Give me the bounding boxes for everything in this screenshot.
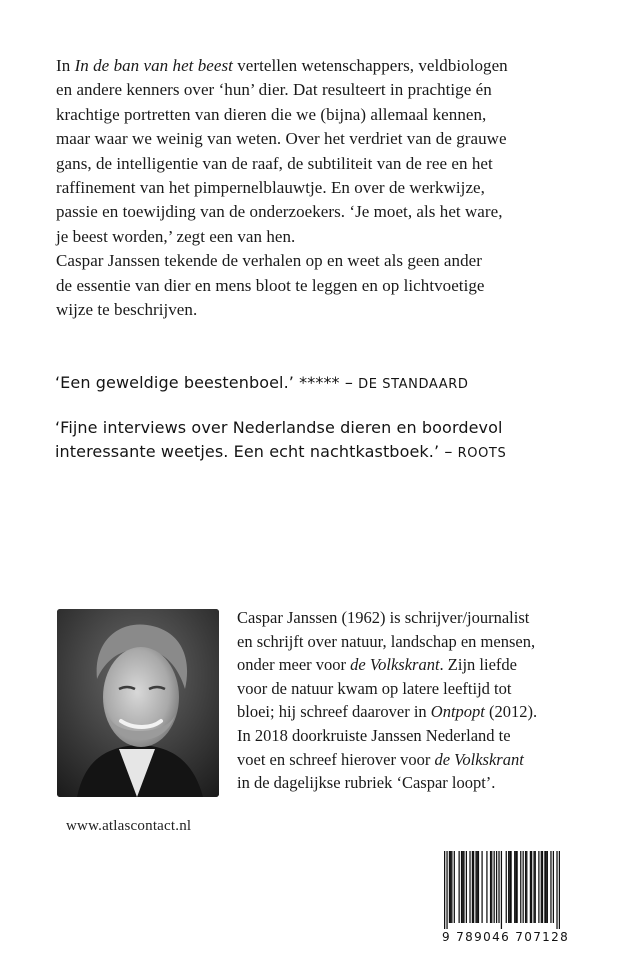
bio-line: onder meer voor de Volkskrant. Zijn liefde (237, 655, 517, 675)
barcode-bar (541, 851, 542, 923)
bio-line: in de dagelijkse rubriek ‘Caspar loopt’. (237, 773, 496, 793)
barcode-bar (491, 851, 492, 923)
barcode-bar (517, 851, 518, 923)
barcode-bar (473, 851, 474, 923)
barcode-bar (481, 851, 482, 923)
back-cover-blurb (56, 54, 556, 322)
barcode-bar (501, 851, 502, 929)
barcode-bar (530, 851, 531, 923)
barcode-bar (506, 851, 507, 923)
barcode-bar (550, 851, 551, 923)
barcode-bar (469, 851, 470, 923)
quote-text: interessante weetjes. Een echt nachtkastboek.’ – (55, 442, 458, 461)
barcode-bar (450, 851, 451, 923)
blurb-line: je beest worden,’ zegt een van hen. (56, 226, 296, 246)
blurb-line: passie en toewijding van de onderzoekers. ‘Je moet, als het ware, (56, 202, 503, 222)
barcode-bar (523, 851, 524, 923)
barcode-bar (466, 851, 467, 923)
barcode-bar (459, 851, 460, 923)
barcode-bar (547, 851, 548, 923)
barcode-bar (520, 851, 521, 923)
bio-line: en schrijft over natuur, landschap en mensen, (237, 631, 536, 651)
author-bio (237, 606, 567, 795)
barcode-bar (542, 851, 543, 923)
blurb-line: maar waar we weinig van weten. Over het verdriet van de grauwe (56, 129, 507, 149)
isbn-number: 9 789046 707128 (442, 930, 570, 944)
barcode-bar (538, 851, 539, 923)
barcode-bar (472, 851, 473, 923)
barcode-bars (444, 851, 560, 929)
review-quote-roots (55, 416, 575, 466)
review-quote-de-standaard (55, 371, 575, 397)
blurb-line: en andere kenners over ‘hun’ dier. Dat resulteert in prachtige én (56, 80, 492, 100)
barcode-bar (533, 851, 534, 923)
bio-line: voor de natuur kwam op latere leeftijd tot (237, 678, 512, 698)
barcode-bar (515, 851, 516, 923)
barcode-bar (486, 851, 487, 923)
barcode-bar (446, 851, 447, 929)
barcode-bar (514, 851, 515, 923)
barcode-bar (531, 851, 532, 923)
barcode-bar (496, 851, 497, 923)
publisher-website[interactable]: www.atlascontact.nl (66, 818, 192, 834)
barcode-bar (478, 851, 479, 923)
barcode-bar (525, 851, 526, 923)
barcode-bar (556, 851, 557, 929)
barcode-bar (449, 851, 450, 923)
bio-line: In 2018 doorkruiste Janssen Nederland te (237, 725, 511, 745)
barcode-bar (462, 851, 463, 923)
quote-text: ‘Fijne interviews over Nederlandse dieren en boordevol (55, 418, 503, 437)
barcode-bar (444, 851, 445, 929)
blurb-line: wijze te beschrijven. (56, 300, 198, 320)
barcode-bar (461, 851, 462, 923)
barcode-bar (508, 851, 509, 923)
barcode-bar (477, 851, 478, 923)
barcode-bar (454, 851, 455, 923)
blurb-line: In In de ban van het beest vertellen wetenschappers, veldbiologen (56, 56, 508, 75)
barcode-bar (494, 851, 495, 923)
barcode-bar (475, 851, 476, 923)
barcode-bar (526, 851, 527, 923)
blurb-line: gans, de intelligentie van de raaf, de subtiliteit van de ree en het (56, 153, 493, 173)
quote-text: ‘Een geweldige beestenboel.’ ***** – (55, 373, 359, 392)
barcode-bar (490, 851, 491, 923)
quote-source: DE STANDAARD (358, 377, 469, 392)
barcode-bar (509, 851, 510, 923)
barcode-bar (451, 851, 452, 923)
isbn-barcode (434, 848, 570, 958)
blurb-line: krachtige portretten van dieren die we (bijna) allemaal kennen, (56, 104, 487, 124)
bio-line: bloei; hij schreef daarover in Ontpopt (2012). (237, 702, 538, 722)
barcode-bar (544, 851, 545, 923)
quote-source: ROOTS (457, 446, 507, 461)
author-photo (57, 609, 219, 797)
blurb-line: Caspar Janssen tekende de verhalen op en weet als geen ander (56, 251, 482, 271)
barcode-bar (546, 851, 547, 923)
barcode-bar (463, 851, 464, 923)
barcode-bar (535, 851, 536, 923)
barcode-bar (498, 851, 499, 923)
blurb-line: de essentie van dier en mens bloot te leggen en op lichtvoetige (56, 275, 485, 295)
blurb-line: raffinement van het pimpernelblauwtje. En over de werkwijze, (56, 178, 485, 198)
barcode-bar (510, 851, 511, 923)
barcode-bar (559, 851, 560, 929)
book-title: In de ban van het beest (74, 56, 233, 75)
bio-line: Caspar Janssen (1962) is schrijver/journalist (237, 608, 530, 627)
barcode-bar (553, 851, 554, 923)
bio-line: voet en schreef hierover voor de Volkskrant (237, 749, 524, 769)
